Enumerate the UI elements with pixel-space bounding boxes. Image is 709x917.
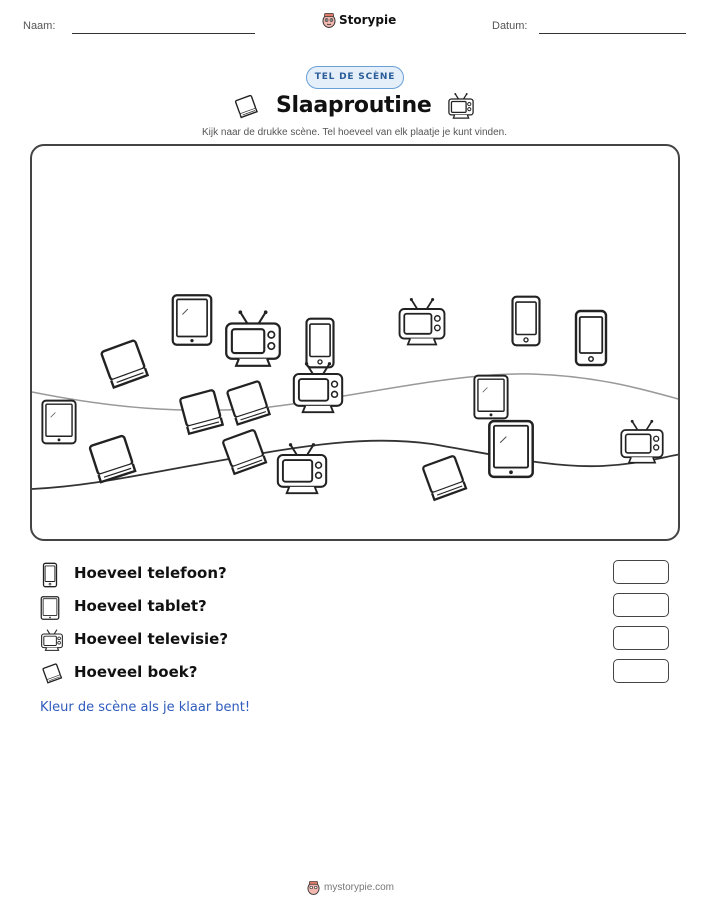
phone-icon [40, 562, 60, 588]
date-line[interactable] [539, 33, 686, 34]
page-title: Slaaproutine [276, 93, 432, 118]
mascot-icon [322, 12, 336, 28]
tablet-icon [40, 398, 78, 446]
name-line[interactable] [72, 33, 255, 34]
tablet-icon [170, 292, 214, 348]
tablet-icon [486, 418, 536, 480]
television-icon [618, 416, 666, 468]
tablet-icon [472, 372, 510, 422]
book-icon [216, 422, 272, 480]
phone-icon [572, 308, 610, 368]
book-icon [416, 448, 472, 506]
mascot-icon [307, 880, 320, 895]
brand-name: Storypie [339, 13, 397, 27]
answer-box-book[interactable] [613, 659, 669, 683]
book-icon [232, 92, 260, 120]
question-book: Hoeveel boek? [74, 663, 198, 681]
answer-box-television[interactable] [613, 626, 669, 650]
storypie-logo [322, 12, 396, 28]
counting-scene[interactable] [30, 144, 680, 541]
question-phone: Hoeveel telefoon? [74, 564, 227, 582]
date-label: Datum: [492, 20, 528, 32]
question-tablet: Hoeveel tablet? [74, 597, 207, 615]
question-row-television [40, 628, 670, 654]
coloring-note: Kleur de scène als je klaar bent! [40, 700, 251, 715]
instructions: Kijk naar de drukke scène. Tel hoeveel van elk plaatje je kunt vinden. [201, 127, 507, 138]
answer-box-tablet[interactable] [613, 593, 669, 617]
footer-brand [307, 880, 394, 895]
phone-icon [508, 294, 544, 348]
television-icon [447, 92, 475, 120]
tablet-icon [40, 595, 60, 621]
answer-box-phone[interactable] [613, 560, 669, 584]
television-icon [274, 440, 330, 498]
television-icon [40, 628, 64, 652]
question-row-phone [40, 562, 670, 588]
name-label: Naam: [23, 20, 56, 32]
television-icon [290, 360, 346, 416]
footer-site[interactable]: mystorypie.com [324, 882, 395, 893]
book-icon [40, 661, 64, 685]
activity-badge: TEL DE SCÈNE [306, 66, 404, 89]
book-icon [94, 332, 154, 394]
television-icon [222, 308, 284, 370]
television-icon [396, 296, 448, 348]
question-television: Hoeveel televisie? [74, 630, 229, 648]
question-row-book [40, 661, 670, 687]
question-row-tablet [40, 595, 670, 621]
book-icon [82, 428, 142, 488]
